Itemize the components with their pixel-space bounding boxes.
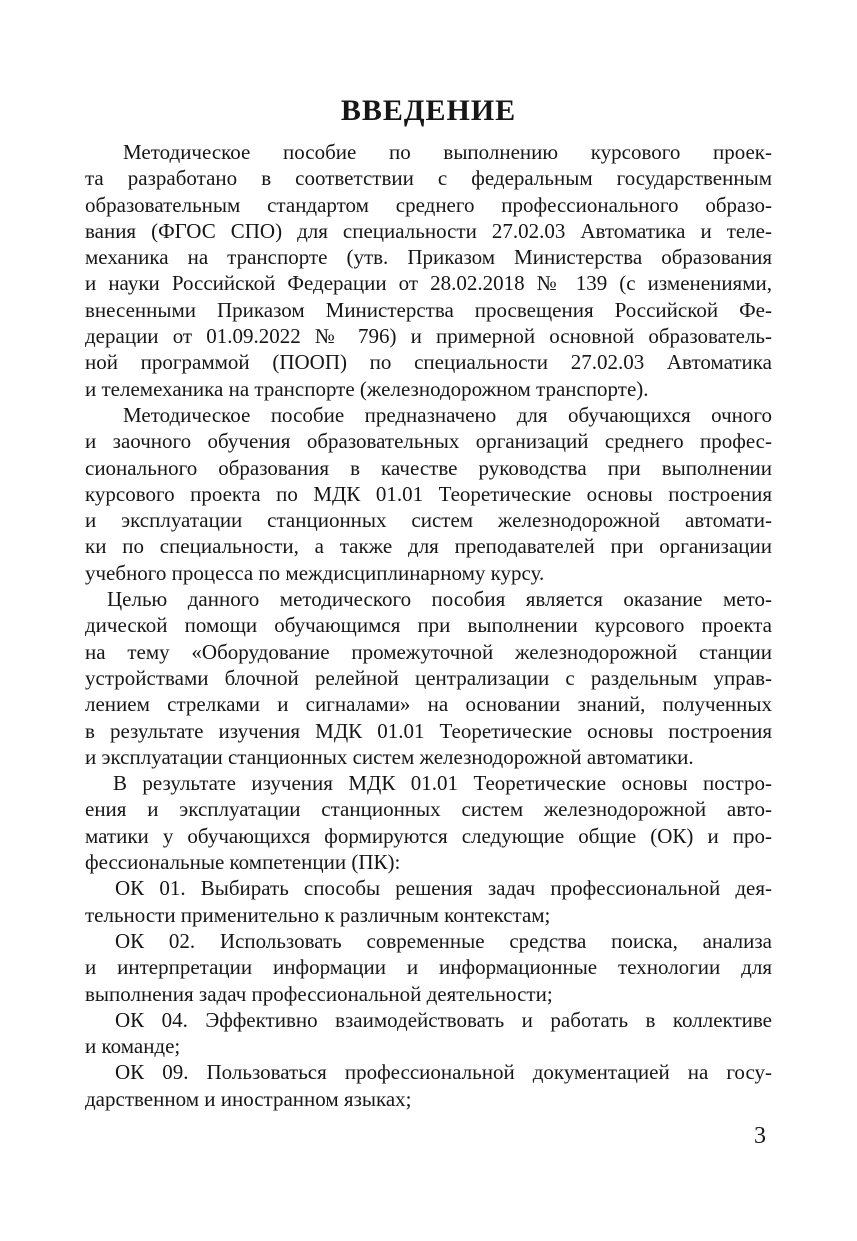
text-line: и эксплуатации станционных систем железнодорожной автоматики.	[85, 744, 694, 769]
text-line: и заочного обучения образовательных организаций среднего профес-	[85, 429, 772, 454]
text-line: и эксплуатации станционных систем железнодорожной автомати-	[85, 508, 772, 533]
paragraph	[85, 139, 772, 402]
paragraph	[85, 875, 772, 928]
text-line: фессиональные компетенции (ПК):	[85, 850, 401, 875]
text-line: дарственном и иностранном языках;	[85, 1086, 412, 1111]
document-body	[85, 139, 772, 1112]
text-line: и телемеханика на транспорте (железнодорожном транспорте).	[85, 376, 649, 401]
text-line: вания (ФГОС СПО) для специальности 27.02.03 Автоматика и теле-	[85, 218, 772, 243]
text-line: ОК 01. Выбирать способы решения задач профессиональной дея-	[115, 876, 772, 901]
paragraph	[85, 1007, 772, 1060]
text-line: учебного процесса по междисциплинарному курсу.	[85, 560, 545, 585]
text-line: и команде;	[85, 1034, 181, 1059]
text-line: внесенными Приказом Министерства просвещения Российской Фе-	[85, 297, 772, 322]
text-line: и науки Российской Федерации от 28.02.2018 № 139 (с изменениями,	[85, 271, 772, 296]
text-line: устройствами блочной релейной централизации с раздельным управ-	[85, 665, 772, 690]
text-line: ОК 04. Эффективно взаимодействовать и работать в коллективе	[115, 1007, 772, 1032]
text-line: и интерпретации информации и информационные технологии для	[85, 955, 772, 980]
paragraph	[85, 402, 772, 586]
text-line: курсового проекта по МДК 01.01 Теоретические основы построения	[85, 481, 772, 506]
text-line: ки по специальности, а также для преподавателей при организации	[85, 534, 772, 559]
paragraph	[85, 928, 772, 1007]
text-line: ОК 09. Пользоваться профессиональной документацией на госу-	[115, 1060, 772, 1085]
text-line: Целью данного методического пособия является оказание мето-	[107, 587, 772, 612]
text-line: на тему «Оборудование промежуточной железнодорожной станции	[85, 639, 772, 664]
text-line: дерации от 01.09.2022 № 796) и примерной основной образователь-	[85, 324, 772, 349]
text-line: Методическое пособие по выполнению курсового проек-	[123, 140, 772, 164]
text-line: в результате изучения МДК 01.01 Теоретические основы построения	[85, 718, 772, 743]
text-line: Методическое пособие предназначено для обучающихся очного	[123, 402, 772, 427]
text-line: ения и эксплуатации станционных систем железнодорожной авто-	[85, 797, 772, 822]
text-line: матики у обучающихся формируются следующие общие (ОК) и про-	[85, 823, 772, 848]
paragraph	[85, 1059, 772, 1112]
text-line: та разработано в соответствии с федеральным государственным	[85, 166, 772, 191]
text-line: ОК 02. Использовать современные средства поиска, анализа	[115, 928, 772, 953]
paragraph	[85, 770, 772, 875]
text-line: механика на транспорте (утв. Приказом Министерства образования	[85, 245, 772, 270]
text-line: выполнения задач профессиональной деятельности;	[85, 981, 553, 1006]
text-line: тельности применительно к различным контекстам;	[85, 902, 551, 927]
page-title: ВВЕДЕНИЕ	[340, 94, 517, 127]
page-number: 3	[754, 1123, 766, 1149]
text-line: лением стрелками и сигналами» на основании знаний, полученных	[85, 692, 772, 717]
paragraph	[85, 586, 772, 770]
text-line: образовательным стандартом среднего профессионального образо-	[85, 192, 772, 217]
text-line: сионального образования в качестве руководства при выполнении	[85, 455, 772, 480]
text-line: дической помощи обучающимся при выполнении курсового проекта	[85, 613, 772, 638]
text-line: В результате изучения МДК 01.01 Теоретические основы постро-	[113, 771, 772, 796]
text-line: ной программой (ПООП) по специальности 27.02.03 Автоматика	[85, 350, 772, 375]
